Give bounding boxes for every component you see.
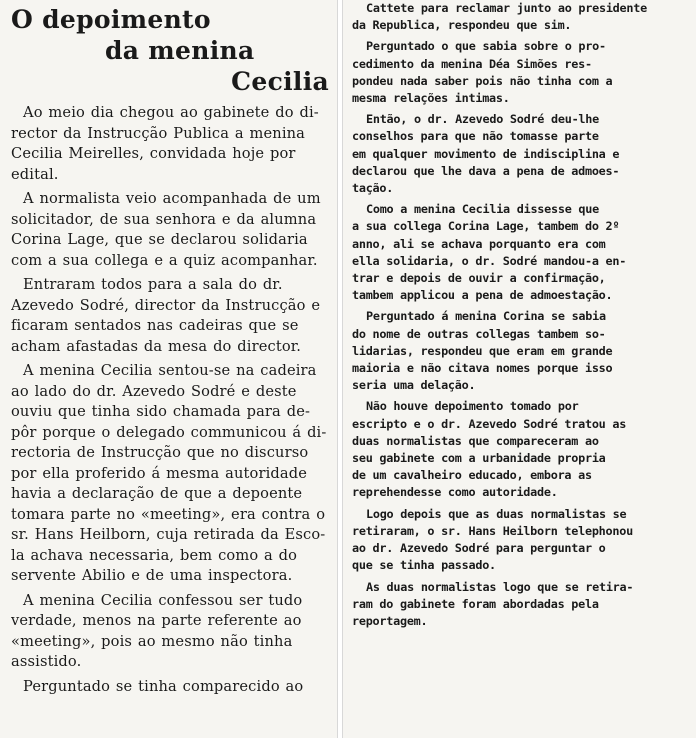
text-line: Perguntado á menina Corina se sabia [366,309,606,324]
paragraph [352,201,688,304]
title-line: O depoimento [11,5,211,34]
paragraph [11,677,331,698]
text-line: com a sua collega e a quiz acompanhar. [11,251,318,269]
paragraph [11,275,331,357]
paragraph [352,308,688,394]
left-column-body [11,103,331,697]
text-line: duas normalistas que compareceram ao [352,433,599,448]
text-line: servente Abilio e de uma inspectora. [11,567,293,584]
paragraph [352,398,688,501]
text-line: tambem applicou a pena de admoestação. [352,288,613,303]
article-title [11,4,331,97]
text-line: pôr porque o delegado communicou á di- [11,423,327,441]
paragraph [352,579,688,631]
text-line: lidarias, respondeu que eram em grande [352,343,613,358]
text-line: Cattete para reclamar junto ao presidente [366,1,647,15]
text-line: Então, o dr. Azevedo Sodré deu-lhe [366,112,599,127]
paragraph [352,0,688,34]
text-line: mesma relações intimas. [352,91,510,106]
text-line: Cecilia Meirelles, convidada hoje por [11,145,296,162]
text-line: Perguntado se tinha comparecido ao [23,677,304,695]
text-line: pondeu nada saber pois não tinha com a [352,73,613,88]
text-line: anno, ali se achava porquanto era com [352,236,606,251]
paragraph [11,189,331,271]
text-line: «meeting», pois ao mesmo não tinha [11,632,293,650]
text-line: verdade, menos na parte referente ao [11,612,302,629]
text-line: cedimento da menina Déa Simões res- [352,56,592,71]
text-line: seu gabinete com a urbanidade propria [352,451,606,466]
text-line: retiraram, o sr. Hans Heilborn telephonou [352,523,633,538]
paragraph [352,111,688,197]
text-line: Logo depois que as duas normalistas se [366,506,627,521]
right-column-body [352,0,688,630]
text-line: tomara parte no «meeting», era contra o [11,505,326,523]
text-line: que se tinha passado. [352,558,496,573]
paragraph [352,38,688,107]
paragraph [11,591,331,673]
text-line: ao dr. Azevedo Sodré para perguntar o [352,541,606,556]
text-line: reportagem. [352,613,428,628]
text-line: la achava necessaria, bem como a do [11,546,298,564]
text-line: acham afastadas da mesa do director. [11,337,302,355]
text-line: reprehendesse como autoridade. [352,485,558,500]
text-line: Corina Lage, que se declarou solidaria [11,231,308,248]
text-line: maioria e não citava nomes porque isso [352,361,613,376]
right-column [343,0,696,738]
text-line: A menina Cecilia confessou ser tudo [23,591,303,609]
text-line: A normalista veio acompanhada de um [23,190,321,207]
text-line: declarou que lhe dava a pena de admoes- [352,163,620,178]
text-line: conselhos para que não tomasse parte [352,129,599,144]
text-line: escripto e o dr. Azevedo Sodré tratou as [352,416,627,431]
text-line: ficaram sentados nas cadeiras que se [11,317,299,334]
text-line: a sua collega Corina Lage, tambem do 2º [352,219,620,234]
left-column [0,0,337,738]
text-line: trar e depois de ouvir a confirmação, [352,271,606,286]
title-line: da menina [105,36,255,65]
text-line: ao lado do dr. Azevedo Sodré e deste [11,382,297,400]
text-line: havia a declaração de que a depoente [11,485,303,502]
text-line: da Republica, respondeu que sim. [352,18,572,33]
text-line: Perguntado o que sabia sobre o pro- [366,39,606,54]
text-line: Não houve depoimento tomado por [366,399,579,414]
text-line: Como a menina Cecilia dissesse que [366,202,599,217]
text-line: do nome de outras collegas tambem so- [352,326,606,341]
text-line: A menina Cecilia sentou-se na cadeira [23,362,317,379]
text-line: As duas normalistas logo que se retira- [366,579,634,594]
text-line: solicitador, de sua senhora e da alumna [11,210,317,228]
text-line: ella solidaria, o dr. Sodré mandou-a en- [352,253,627,268]
text-line: seria uma delação. [352,378,476,393]
text-line: ouviu que tinha sido chamada para de- [11,403,311,420]
text-line: Azevedo Sodré, director da Instrucção e [11,296,321,314]
title-line: Cecilia [231,67,329,96]
text-line: Entraram todos para a sala do dr. [23,276,283,293]
text-line: Ao meio dia chegou ao gabinete do di- [23,104,319,121]
text-line: sr. Hans Heilborn, cuja retirada da Esco- [11,526,326,543]
text-line: em qualquer movimento de indisciplina e [352,146,620,161]
text-line: de um cavalheiro educado, embora as [352,468,592,483]
text-line: por ella proferido á mesma autoridade [11,464,308,482]
paragraph [11,361,331,587]
text-line: tação. [352,181,394,196]
text-line: assistido. [11,653,82,670]
paragraph [352,506,688,575]
text-line: edital. [11,165,59,183]
text-line: rector da Instrucção Publica a menina [11,124,306,142]
paragraph [11,103,331,185]
text-line: rectoria de Instrucção que no discurso [11,444,309,461]
text-line: ram do gabinete foram abordadas pela [352,596,599,611]
